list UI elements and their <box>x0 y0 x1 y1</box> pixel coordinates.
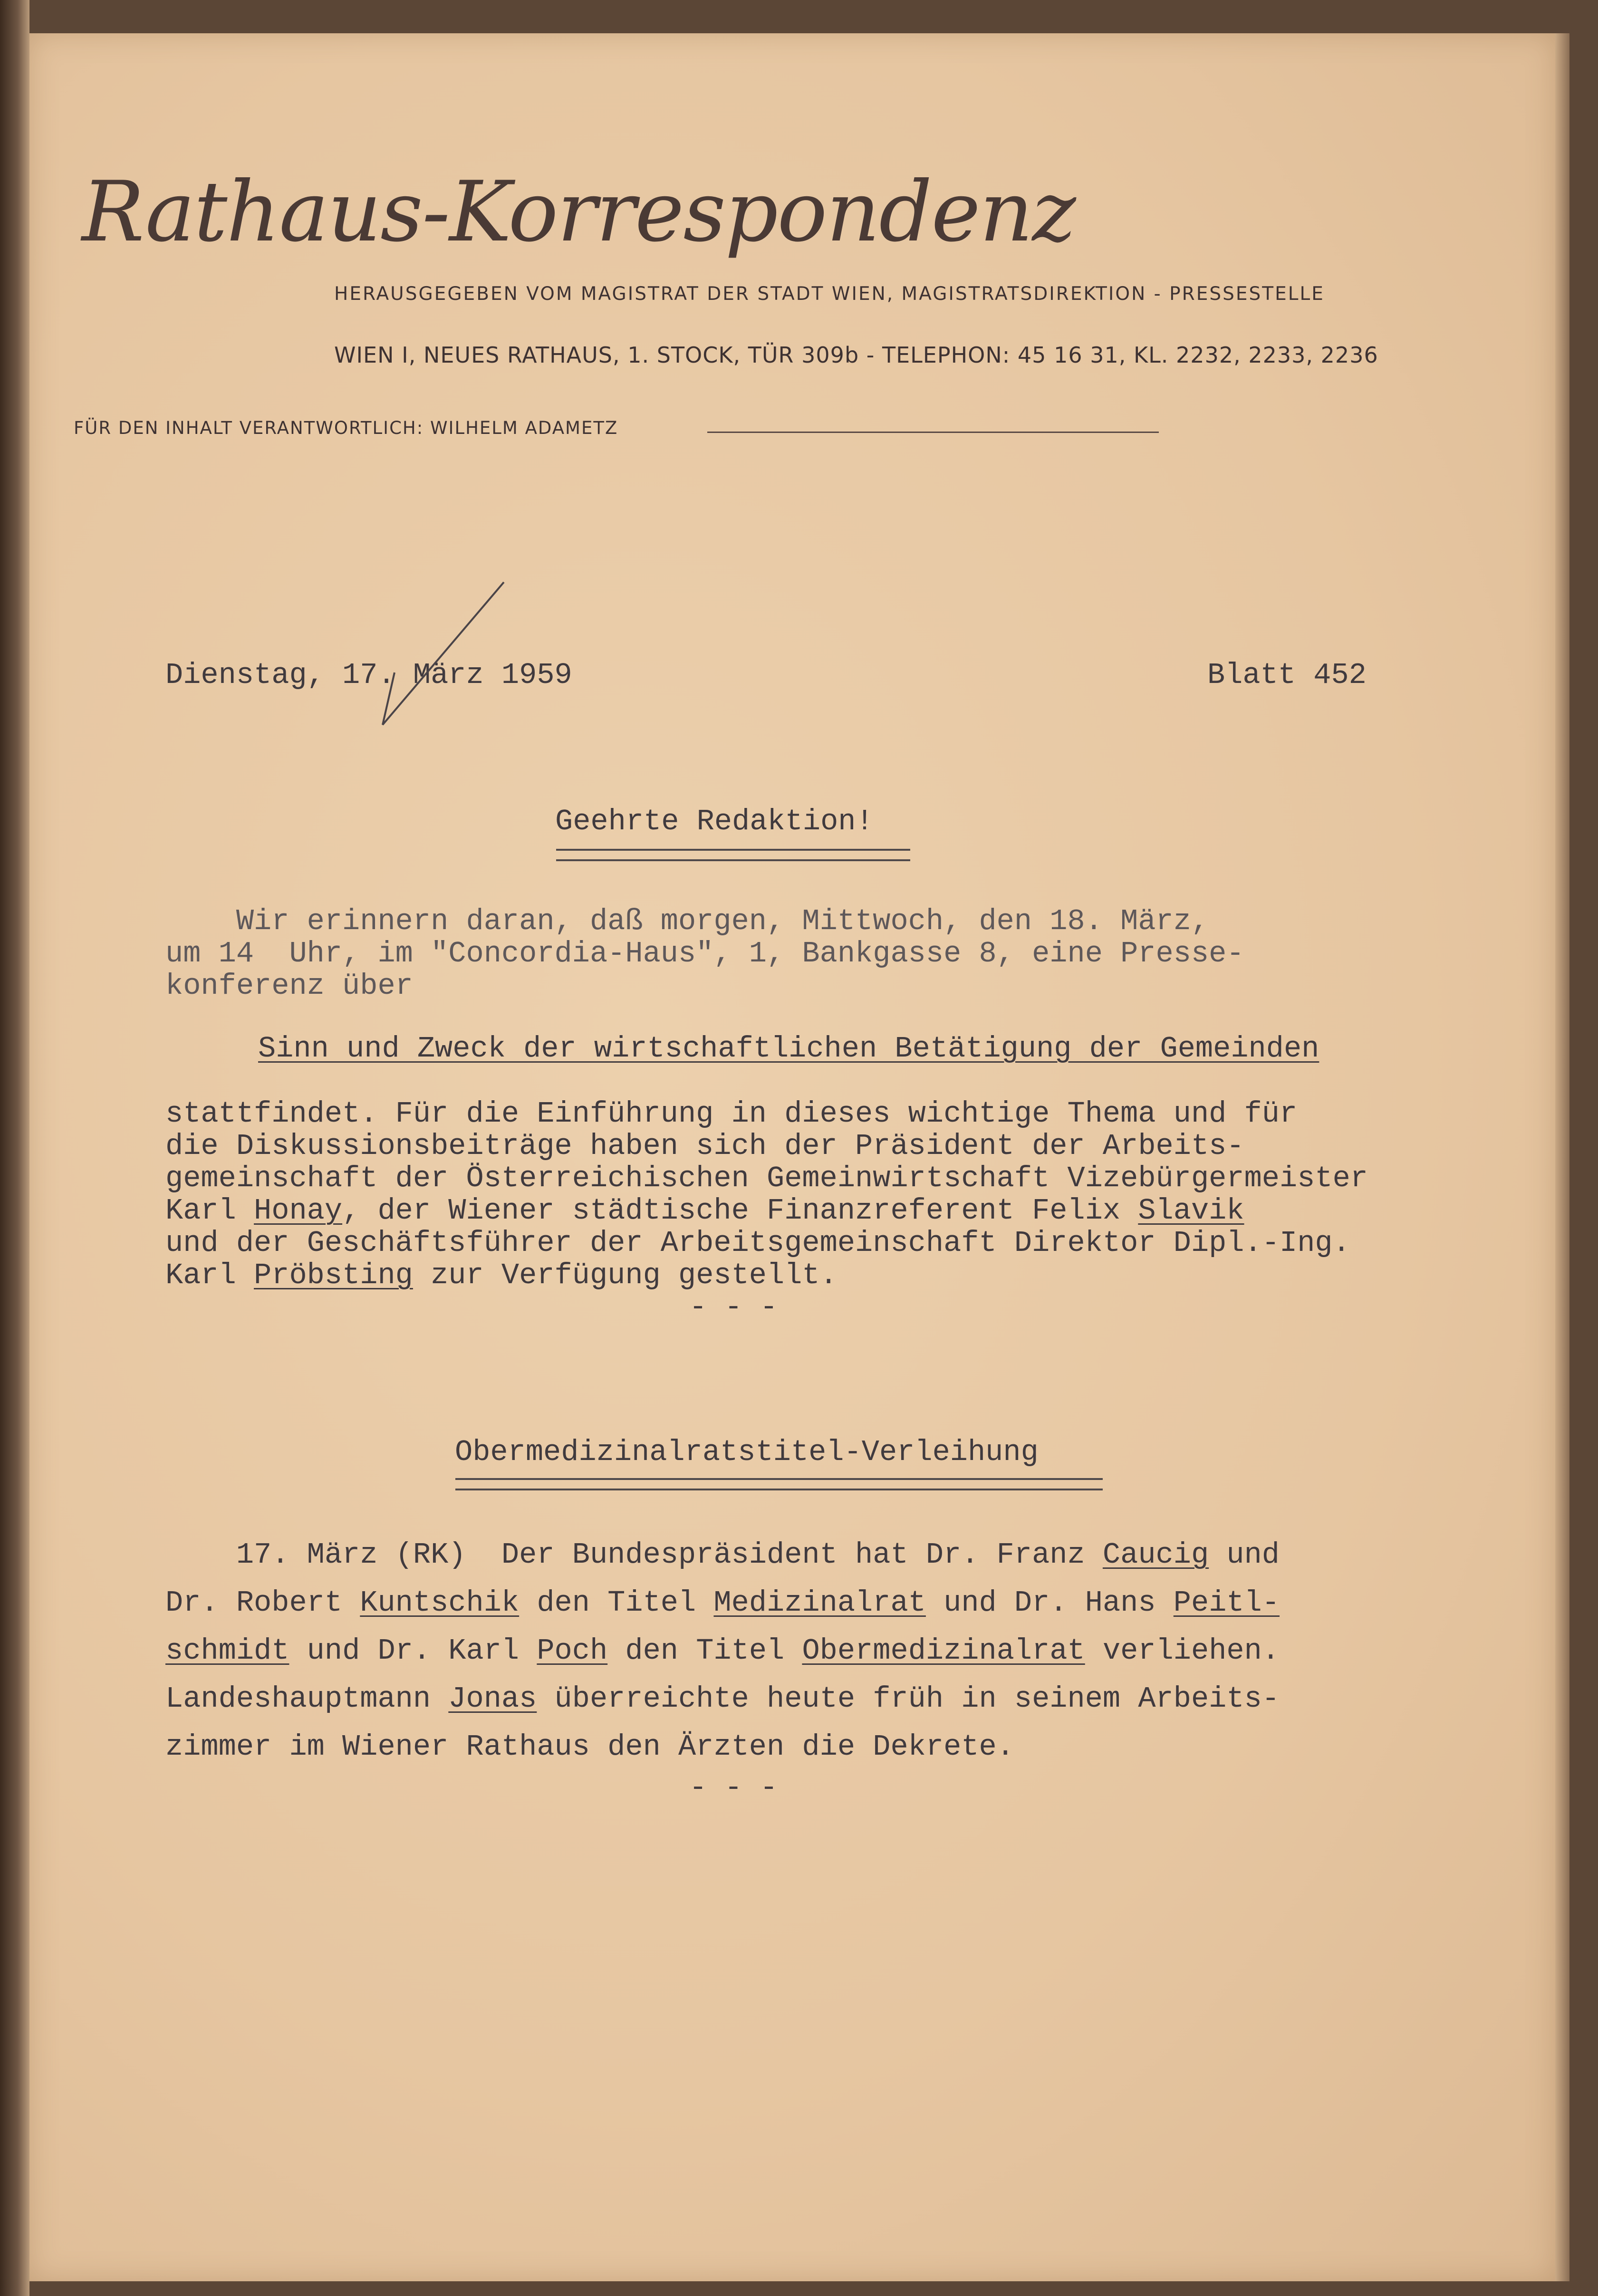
title-medizinalrat: Medizinalrat <box>713 1586 926 1620</box>
address-line: WIEN I, NEUES RATHAUS, 1. STOCK, TÜR 309b - TELEPHON: 45 16 31, KL. 2232, 2233, 2236 <box>334 342 1378 368</box>
separator: - - - <box>689 1771 778 1805</box>
article-body: 17. März (RK) Der Bundespräsident hat Dr. Franz Caucig und Dr. Robert Kuntschik den Titel Medizinalrat und Dr. Hans Peitl- schmidt und Dr. Karl Poch den Titel Obermedizinalrat verliehen. Landeshauptmann Jonas überreichte heute früh in seinem Arbeits- zimmer im Wiener Rathaus den Ärzten die Dekrete. <box>165 1538 1280 1764</box>
name-jonas: Jonas <box>448 1682 537 1716</box>
notice-paragraph: Wir erinnern daran, daß morgen, Mittwoch, den 18. März, um 14 Uhr, im "Concordia-Haus", 1, Bankgasse 8, eine Presse- konferenz über <box>165 904 1244 1003</box>
masthead-title: Rathaus-Korrespondenz <box>82 164 1075 260</box>
article-heading-underline <box>455 1478 1103 1490</box>
name-honay: Honay <box>254 1194 343 1228</box>
conference-topic: Sinn und Zweck der wirtschaftlichen Betätigung der Gemeinden <box>258 1032 1319 1066</box>
greeting-underline <box>556 849 910 861</box>
page-edge <box>1555 33 1569 2281</box>
article-heading: Obermedizinalratstitel-Verleihung <box>455 1435 1039 1469</box>
title-obermedizinalrat: Obermedizinalrat <box>802 1634 1085 1668</box>
book-spine <box>0 0 29 2296</box>
name-peitlschmidt-2: schmidt <box>165 1634 289 1668</box>
name-probsting: Pröbsting <box>254 1258 413 1292</box>
name-slavik: Slavik <box>1138 1194 1244 1228</box>
responsible-rule <box>707 432 1159 433</box>
separator: - - - <box>689 1290 778 1324</box>
responsible-line: FÜR DEN INHALT VERANTWORTLICH: WILHELM ADAMETZ <box>74 418 618 438</box>
name-poch: Poch <box>537 1634 608 1668</box>
greeting: Geehrte Redaktion! <box>555 805 874 838</box>
sheet-number: Blatt 452 <box>1207 658 1367 692</box>
notice-body: stattfindet. Für die Einführung in dieses wichtige Thema und für die Diskussionsbeiträge haben sich der Präsident der Arbeits- gemeinschaft der Österreichischen Gemeinwirtschaft Vizebürgermeister Karl Honay, der Wiener städtische Finanzreferent Felix Slavik und der Geschäftsführer der Arbeitsgemeinschaft Direktor Dipl.-Ing. Karl Pröbsting zur Verfügung gestellt. <box>165 1097 1368 1292</box>
checkmark-icon <box>375 577 513 734</box>
name-peitlschmidt-1: Peitl- <box>1173 1586 1280 1620</box>
name-caucig: Caucig <box>1102 1538 1209 1572</box>
name-kuntschik: Kuntschik <box>360 1586 520 1620</box>
date-line: Dienstag, 17. März 1959 <box>165 658 572 692</box>
publisher-line: HERAUSGEGEBEN VOM MAGISTRAT DER STADT WIEN, MAGISTRATSDIREKTION - PRESSESTELLE <box>334 283 1325 305</box>
